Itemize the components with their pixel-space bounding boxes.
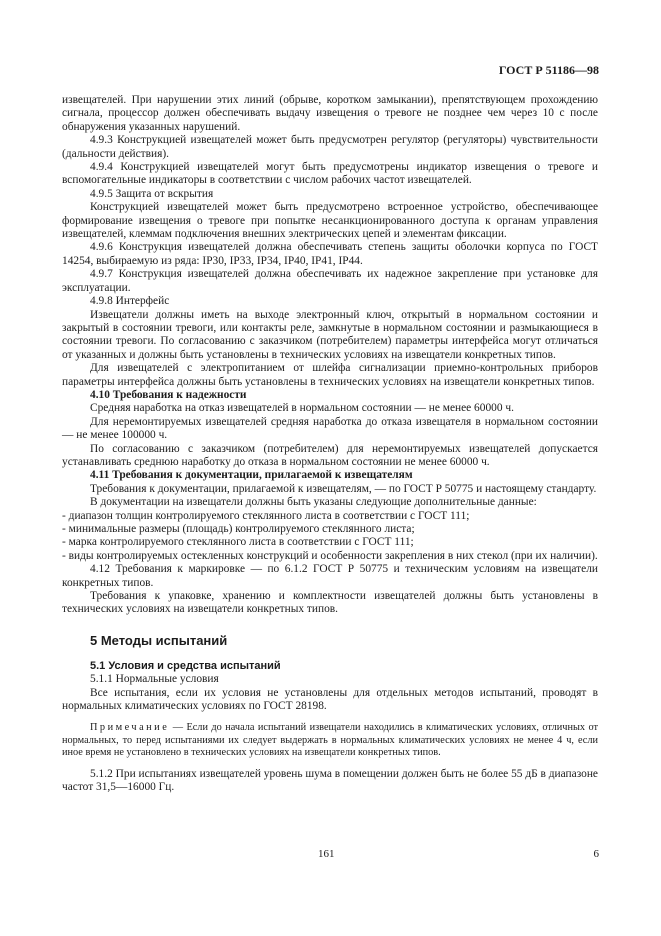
paragraph-4-12: 4.12 Требования к маркировке — по 6.1.2 ГОСТ Р 50775 и техническим условиям на извещатели конкретных типов. bbox=[62, 563, 598, 589]
list-item: - диапазон толщин контролируемого стеклянного листа в соответствии с ГОСТ 111; bbox=[62, 510, 598, 523]
heading-4-11: 4.11 Требования к документации, прилагаемой к извещателям bbox=[90, 469, 413, 482]
paragraph-interface-power: Для извещателей с электропитанием от шлейфа сигнализации приемно-контрольных приборов параметры интерфейса должны быть установлены в технических условиях на извещатели конкретных типов. bbox=[62, 362, 598, 388]
paragraph-reliability-c: По согласованию с заказчиком (потребителем) для неремонтируемых извещателей допускается устанавливать среднюю наработку до отказа в нормальном состоянии не менее 60000 ч. bbox=[62, 442, 598, 468]
paragraph-docs-b: В документации на извещатели должны быть указаны следующие дополнительные данные: bbox=[90, 496, 537, 509]
note-text: — Если до начала испытаний извещатели находились в климатических условиях, отличных от нормальных, то перед испытаниями их следует выдержать в нормальных климатических условиях не менее 4 ч, если иное время не установлено в технических условиях на извещатели конкретных типов. bbox=[62, 722, 598, 759]
paragraph-reliability-b: Для неремонтируемых извещателей средняя наработка до отказа извещателя в нормальном состоянии — не менее 100000 ч. bbox=[62, 415, 598, 442]
paragraph-tamper: Конструкцией извещателей может быть предусмотрено встроенное устройство, обеспечивающее формирование извещения о тревоге при попытке несанкционированного доступа к органам управления извещателей, клеммам подключения внешних электрических цепей и элементам фиксации. bbox=[62, 201, 598, 241]
paragraph-docs-a: Требования к документации, прилагаемой к извещателям, — по ГОСТ Р 50775 и настоящему стандарту. bbox=[90, 482, 597, 495]
docs-list bbox=[62, 510, 598, 564]
paragraph-5-1-2: 5.1.2 При испытаниях извещателей уровень шума в помещении должен быть не более 55 дБ в диапазоне частот 31,5—16000 Гц. bbox=[62, 767, 598, 794]
section-5-title: 5 Методы испытаний bbox=[90, 632, 228, 648]
list-item: - минимальные размеры (площадь) контролируемого стеклянного листа; bbox=[62, 523, 598, 536]
list-item: - марка контролируемого стеклянного листа в соответствии с ГОСТ 111; bbox=[62, 536, 598, 549]
heading-4-10: 4.10 Требования к надежности bbox=[90, 388, 247, 401]
paragraph-4-9-3: 4.9.3 Конструкцией извещателей может быть предусмотрен регулятор (регуляторы) чувствительности (дальности действия). bbox=[62, 134, 598, 160]
paragraph-packaging: Требования к упаковке, хранению и комплектности извещателей должны быть установлены в технических условиях на извещатели конкретных типов. bbox=[62, 590, 598, 616]
page-number-right: 6 bbox=[593, 848, 599, 860]
paragraph-4-9-5: 4.9.5 Защита от вскрытия bbox=[90, 187, 214, 200]
document-header: ГОСТ Р 51186—98 bbox=[498, 63, 599, 77]
paragraph-normal-conditions: Все испытания, если их условия не установлены для отдельных методов испытаний, проводят в нормальных климатических условиях по ГОСТ 28198. bbox=[62, 686, 598, 713]
paragraph-interface: Извещатели должны иметь на выходе электронный ключ, открытый в нормальном состоянии и закрытый в состоянии тревоги, или контакты реле, замкнутые в нормальном состоянии и размыкающиеся в состоянии тревоги. По согласованию с заказчиком (потребителем) параметры интерфейса могут отличаться от указанных и должны быть установлены в технических условиях на извещатели конкретных типов. bbox=[62, 308, 598, 361]
document-body bbox=[62, 94, 598, 795]
heading-5-1: 5.1 Условия и средства испытаний bbox=[90, 659, 281, 672]
paragraph-4-9-8: 4.9.8 Интерфейс bbox=[90, 295, 170, 308]
paragraph: извещателей. При нарушении этих линий (обрыве, коротком замыкании), препятствующем прохождению сигнала, процессор должен обеспечивать выдачу извещения о тревоге не позднее чем через 10 с после обнаружения указанных нарушений. bbox=[62, 94, 598, 133]
paragraph-4-9-7: 4.9.7 Конструкция извещателей должна обеспечивать их надежное закрепление при установке для эксплуатации. bbox=[62, 268, 598, 294]
list-item: - виды контролируемых остекленных конструкций и особенности закрепления в них стекол (при их наличии). bbox=[62, 550, 598, 563]
paragraph-5-1-1: 5.1.1 Нормальные условия bbox=[90, 673, 219, 686]
paragraph-reliability-a: Средняя наработка на отказ извещателей в нормальном состоянии — не менее 60000 ч. bbox=[90, 402, 514, 415]
paragraph-4-9-6: 4.9.6 Конструкция извещателей должна обеспечивать степень защиты оболочки корпуса по ГОСТ 14254, выбираемую из ряда: IP30, IP33, IP34, IP40, IP41, IP44. bbox=[62, 241, 598, 267]
page-number-center: 161 bbox=[318, 848, 335, 860]
paragraph-4-9-4: 4.9.4 Конструкцией извещателей могут быть предусмотрены индикатор извещения о тревоге и вспомогательные индикаторы в соответствии с числом рабочих частот извещателей. bbox=[62, 161, 598, 187]
note bbox=[62, 722, 598, 759]
note-label: Примечание bbox=[90, 722, 170, 734]
